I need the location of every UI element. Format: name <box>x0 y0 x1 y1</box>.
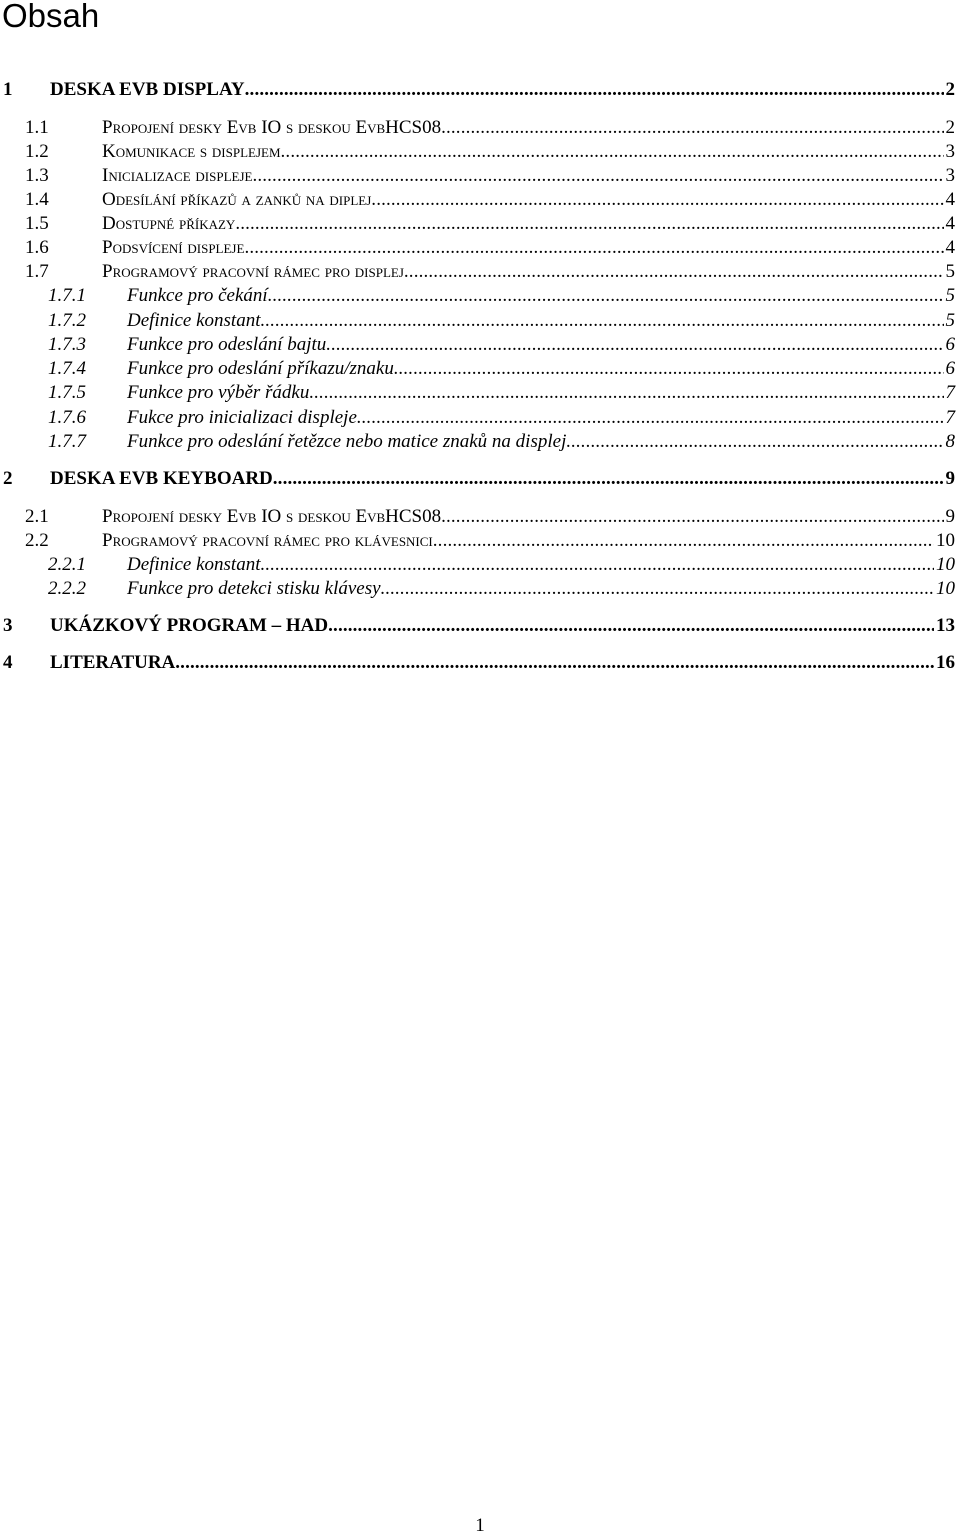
page-title: Obsah <box>2 0 100 34</box>
toc-entry-title: Inicializace displeje <box>102 165 253 186</box>
toc-leader-dots <box>252 164 943 188</box>
toc-entry[interactable] <box>0 78 955 102</box>
toc-entry-page: 4 <box>945 189 955 210</box>
toc-entry-number: 1.7 <box>25 261 49 282</box>
toc-entry-page: 2 <box>945 117 955 138</box>
toc-entry[interactable] <box>0 505 955 529</box>
toc-leader-dots <box>235 212 943 236</box>
toc-entry-number: 2.2.2 <box>48 578 86 599</box>
toc-leader-dots <box>328 614 934 638</box>
toc-entry-title: Odesílání příkazů a zanků na diplej <box>102 189 372 210</box>
toc-entry-title: Funkce pro odeslání řetězce nebo matice znaků na displej <box>127 431 567 452</box>
toc-entry-page: 10 <box>936 578 955 599</box>
toc-entry-number: 1.7.6 <box>48 407 86 428</box>
toc-entry[interactable] <box>0 467 955 491</box>
toc-entry-number: 2 <box>3 468 13 489</box>
toc-entry-page: 3 <box>945 141 955 162</box>
toc-entry-page: 5 <box>945 261 955 282</box>
toc-leader-dots <box>245 78 944 102</box>
toc-entry-page: 3 <box>945 165 955 186</box>
toc-entry-page: 4 <box>945 213 955 234</box>
toc-entry[interactable] <box>0 236 955 260</box>
toc-entry-title: Propojení desky Evb IO s deskou EvbHCS08 <box>102 506 442 527</box>
toc-entry-title: Funkce pro odeslání bajtu <box>127 334 327 355</box>
toc-entry[interactable] <box>0 529 955 553</box>
toc-leader-dots <box>261 553 935 577</box>
toc-entry-title: Funkce pro odeslání příkazu/znaku <box>127 358 394 379</box>
toc-leader-dots <box>441 116 943 140</box>
toc-leader-dots <box>381 577 934 601</box>
toc-entry-number: 1.5 <box>25 213 49 234</box>
toc-leader-dots <box>441 505 943 529</box>
toc-entry-title: Podsvícení displeje <box>102 237 245 258</box>
toc-leader-dots <box>261 309 944 333</box>
toc-entry[interactable] <box>0 406 955 430</box>
toc-leader-dots <box>244 236 943 260</box>
toc-entry-title: UKÁZKOVÝ PROGRAM – HAD <box>50 615 329 636</box>
toc-entry[interactable] <box>0 577 955 601</box>
toc-entry-title: LITERATURA <box>50 652 176 673</box>
toc-entry[interactable] <box>0 333 955 357</box>
toc-leader-dots <box>326 333 943 357</box>
toc-entry-page: 6 <box>945 358 955 379</box>
toc-entry-page: 16 <box>936 652 955 673</box>
toc-entry-page: 9 <box>945 506 955 527</box>
toc-entry-number: 1 <box>3 79 13 100</box>
toc-leader-dots <box>394 357 944 381</box>
toc-entry-page: 5 <box>945 310 955 331</box>
toc-entry-title: Programový pracovní rámec pro displej <box>102 261 404 282</box>
toc-leader-dots <box>433 529 934 553</box>
toc-entry-title: Funkce pro čekání <box>127 285 268 306</box>
page-number: 1 <box>475 1515 485 1536</box>
toc-entry-number: 1.2 <box>25 141 49 162</box>
toc-entry-number: 1.7.7 <box>48 431 86 452</box>
toc-entry[interactable] <box>0 284 955 308</box>
toc-leader-dots <box>175 651 934 675</box>
toc-entry-title: DESKA EVB KEYBOARD <box>50 468 273 489</box>
toc-entry-number: 2.1 <box>25 506 49 527</box>
toc-entry-number: 1.7.4 <box>48 358 86 379</box>
toc-leader-dots <box>268 284 944 308</box>
toc-entry[interactable] <box>0 553 955 577</box>
toc-entry-number: 1.6 <box>25 237 49 258</box>
toc-entry[interactable] <box>0 116 955 140</box>
toc-entry-title: Komunikace s displejem <box>102 141 281 162</box>
toc-entry-page: 7 <box>945 382 955 403</box>
toc-entry-number: 1.7.3 <box>48 334 86 355</box>
toc-entry-number: 1.4 <box>25 189 49 210</box>
toc-entry-page: 10 <box>936 554 955 575</box>
toc-leader-dots <box>309 381 943 405</box>
toc-entry-title: Fukce pro inicializaci displeje <box>127 407 357 428</box>
toc-entry[interactable] <box>0 164 955 188</box>
toc-leader-dots <box>273 467 944 491</box>
toc-entry-number: 1.7.1 <box>48 285 86 306</box>
toc-entry-page: 9 <box>945 468 955 489</box>
toc-entry-page: 4 <box>945 237 955 258</box>
toc-entry-page: 5 <box>945 285 955 306</box>
toc-entry-title: Dostupné příkazy <box>102 213 236 234</box>
toc-entry[interactable] <box>0 614 955 638</box>
toc-entry[interactable] <box>0 140 955 164</box>
toc-leader-dots <box>404 260 944 284</box>
toc-entry-title: DESKA EVB DISPLAY <box>50 79 245 100</box>
toc-entry[interactable] <box>0 357 955 381</box>
toc-entry-title: Programový pracovní rámec pro klávesnici <box>102 530 433 551</box>
toc-entry-page: 8 <box>945 431 955 452</box>
toc-entry-number: 1.1 <box>25 117 49 138</box>
toc-entry[interactable] <box>0 309 955 333</box>
toc-entry-page: 13 <box>936 615 955 636</box>
toc-entry[interactable] <box>0 260 955 284</box>
toc-entry-page: 7 <box>945 407 955 428</box>
toc-leader-dots <box>357 406 944 430</box>
toc-leader-dots <box>371 188 943 212</box>
toc-entry-title: Propojení desky Evb IO s deskou EvbHCS08 <box>102 117 442 138</box>
toc-entry-number: 2.2.1 <box>48 554 86 575</box>
toc-entry-page: 2 <box>945 79 955 100</box>
toc-entry-page: 10 <box>936 530 955 551</box>
toc-leader-dots <box>281 140 944 164</box>
toc-entry[interactable] <box>0 651 955 675</box>
toc-entry-number: 1.7.2 <box>48 310 86 331</box>
toc-entry[interactable] <box>0 188 955 212</box>
toc-entry[interactable] <box>0 381 955 405</box>
toc-entry-number: 3 <box>3 615 13 636</box>
toc-entry-title: Funkce pro výběr řádku <box>127 382 310 403</box>
toc-entry[interactable] <box>0 212 955 236</box>
toc-entry-title: Funkce pro detekci stisku klávesy <box>127 578 381 599</box>
toc-entry-page: 6 <box>945 334 955 355</box>
toc-leader-dots <box>566 430 943 454</box>
toc-entry-number: 4 <box>3 652 13 673</box>
toc-entry-number: 2.2 <box>25 530 49 551</box>
toc-entry-number: 1.7.5 <box>48 382 86 403</box>
toc-entry-number: 1.3 <box>25 165 49 186</box>
toc-entry-title: Definice konstant <box>127 310 261 331</box>
toc-entry-title: Definice konstant <box>127 554 261 575</box>
toc-entry[interactable] <box>0 430 955 454</box>
